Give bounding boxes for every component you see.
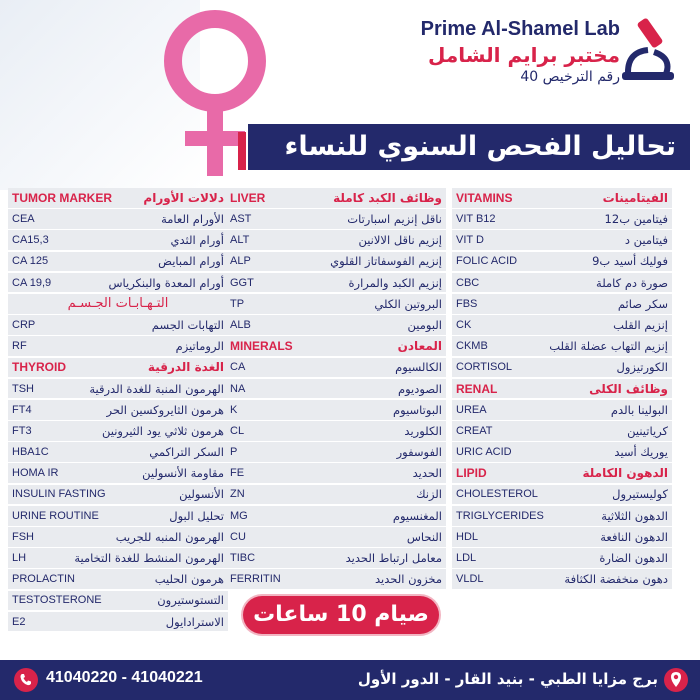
test-name-ar: البولينا بالدم: [610, 402, 668, 417]
test-code: ZN: [230, 488, 245, 501]
test-row: [226, 485, 446, 505]
address: برج مزايا الطبي - بنيد القار - الدور الأول: [357, 670, 658, 688]
title-accent-bar: [238, 132, 246, 170]
test-row: [8, 315, 228, 335]
test-row: [452, 548, 672, 568]
test-row: [226, 548, 446, 568]
test-name-ar: الحديد: [412, 466, 442, 481]
fasting-badge: صيام 10 ساعات: [243, 596, 439, 634]
category-header-row: [8, 188, 228, 208]
category-header-row: [452, 188, 672, 208]
test-code: CA 125: [12, 255, 49, 268]
test-code: RENAL: [456, 381, 498, 396]
test-name-ar: التهابات الجسم: [151, 317, 224, 332]
test-name-ar: هرمون الثايروكسين الحر: [106, 402, 224, 417]
microscope-icon: [614, 14, 684, 84]
test-name-ar: الدهون النافعة: [600, 529, 668, 544]
test-row: [8, 612, 228, 632]
test-row: [452, 400, 672, 420]
test-name-ar: وظائف الكبد كاملة: [333, 190, 442, 205]
phone-icon: [14, 668, 38, 692]
test-code: LIPID: [456, 466, 487, 481]
test-name-ar: الزنك: [416, 487, 442, 502]
test-code: RF: [12, 340, 27, 353]
test-code: TIBC: [230, 552, 256, 565]
test-row: [8, 294, 228, 314]
test-name-ar: الصوديوم: [398, 381, 442, 396]
category-header-row: [226, 188, 446, 208]
test-row: [8, 569, 228, 589]
test-name-ar: الدهون الكاملة: [582, 466, 668, 481]
test-code: TP: [230, 297, 245, 310]
test-row: [452, 209, 672, 229]
test-code: MG: [230, 509, 248, 522]
test-code: E2: [12, 615, 26, 628]
test-row: [8, 463, 228, 483]
test-row: [452, 273, 672, 293]
test-name-ar: التـهـابـات الجـسـم: [67, 296, 169, 312]
test-row: [8, 442, 228, 462]
test-name-ar: فيتامين ب12: [604, 212, 668, 227]
test-row: [8, 485, 228, 505]
test-name-ar: هرمون ثلاثي يود الثيرونين: [102, 423, 224, 438]
phone-numbers: 41040220 - 41040221: [46, 669, 203, 686]
test-name-ar: الدهون الثلاثية: [601, 508, 668, 523]
test-row: [8, 400, 228, 420]
test-name-ar: كرياتينين: [627, 423, 668, 438]
test-name-ar: مخزون الحديد: [375, 572, 442, 587]
test-name-ar: المعادن: [397, 339, 442, 354]
test-name-ar: الدهون الضارة: [599, 551, 668, 566]
test-row: [226, 506, 446, 526]
test-row: [226, 527, 446, 547]
test-row: [8, 591, 228, 611]
test-column-3: [452, 188, 672, 591]
test-code: P: [230, 446, 238, 459]
test-code: FSH: [12, 530, 34, 543]
test-code: CA15,3: [12, 234, 49, 247]
test-code: CORTISOL: [456, 361, 513, 374]
test-code: FBS: [456, 297, 478, 310]
test-row: [452, 506, 672, 526]
test-code: CA: [230, 361, 246, 374]
test-row: [8, 379, 228, 399]
test-name-ar: تحليل البول: [169, 508, 224, 523]
test-name-ar: البروتين الكلي: [374, 296, 442, 311]
test-name-ar: الاسترادايول: [165, 614, 224, 629]
test-code: FE: [230, 467, 245, 480]
test-code: K: [230, 403, 238, 416]
test-code: FT3: [12, 424, 32, 437]
test-row: [452, 252, 672, 272]
test-code: HDL: [456, 530, 479, 543]
test-row: [452, 358, 672, 378]
test-row: [226, 379, 446, 399]
test-name-ar: الأورام العامة: [161, 212, 224, 227]
test-row: [226, 442, 446, 462]
test-name-ar: يوريك أسيد: [614, 445, 668, 460]
test-code: ALB: [230, 318, 251, 331]
test-row: [226, 358, 446, 378]
test-row: [8, 209, 228, 229]
test-row: [8, 252, 228, 272]
test-row: [226, 230, 446, 250]
test-name-ar: مقاومة الأنسولين: [142, 466, 224, 481]
test-name-ar: فيتامين د: [624, 233, 668, 248]
test-name-ar: المغنسيوم: [392, 508, 442, 523]
test-name-ar: البوتاسيوم: [393, 402, 442, 417]
test-code: ALT: [230, 234, 250, 247]
brand-block: [340, 18, 620, 85]
test-name-ar: سكر صائم: [617, 296, 668, 311]
test-row: [452, 527, 672, 547]
test-code: CREAT: [456, 424, 493, 437]
test-code: FERRITIN: [230, 573, 281, 586]
test-row: [8, 273, 228, 293]
test-code: CHOLESTEROL: [456, 488, 538, 501]
test-name-ar: البومين: [407, 317, 442, 332]
category-header-row: [452, 463, 672, 483]
test-row: [452, 315, 672, 335]
test-code: GGT: [230, 276, 254, 289]
test-name-ar: دلالات الأورام: [143, 190, 224, 205]
test-code: PROLACTIN: [12, 573, 75, 586]
test-row: [226, 252, 446, 272]
test-name-ar: إنزيم الفوسفاتاز القلوي: [330, 254, 442, 269]
test-name-ar: التستوستيرون: [157, 593, 224, 608]
test-row: [226, 273, 446, 293]
location-pin-icon: [664, 668, 688, 692]
test-row: [226, 315, 446, 335]
test-row: [452, 485, 672, 505]
test-code: MINERALS: [230, 339, 293, 354]
test-code: HBA1C: [12, 446, 49, 459]
test-name-ar: أورام المعدة والبنكرياس: [108, 275, 224, 290]
test-row: [452, 294, 672, 314]
test-code: AST: [230, 213, 252, 226]
test-code: UREA: [456, 403, 487, 416]
test-code: VIT D: [456, 234, 484, 247]
test-code: CA 19,9: [12, 276, 52, 289]
page-title: تحاليل الفحص السنوي للنساء: [248, 124, 690, 170]
test-row: [8, 527, 228, 547]
test-row: [226, 463, 446, 483]
test-code: CRP: [12, 318, 36, 331]
test-code: CEA: [12, 213, 35, 226]
category-header-row: [452, 379, 672, 399]
test-name-ar: إنزيم التهاب عضلة القلب: [549, 339, 668, 354]
test-code: THYROID: [12, 360, 66, 375]
brand-name-ar: مختبر برايم الشامل: [428, 43, 620, 67]
test-code: CU: [230, 530, 246, 543]
test-row: [452, 230, 672, 250]
test-name-ar: النحاس: [406, 529, 442, 544]
test-name-ar: معامل ارتباط الحديد: [345, 551, 442, 566]
test-column-2: [226, 188, 446, 591]
test-name-ar: الهرمون المنبة للغدة الدرقية: [89, 381, 224, 396]
test-code: URIC ACID: [456, 446, 512, 459]
test-row: [8, 548, 228, 568]
test-name-ar: السكر التراكمي: [149, 445, 224, 460]
test-name-ar: دهون منخفضة الكثافة: [564, 572, 668, 587]
test-name-ar: إنزيم ناقل الالانين: [358, 233, 442, 248]
brand-name-en: Prime Al-Shamel Lab: [420, 18, 620, 40]
category-header-row: [8, 358, 228, 378]
test-name-ar: الغدة الدرقية: [147, 360, 224, 375]
test-code: LIVER: [230, 190, 266, 205]
test-code: NA: [230, 382, 246, 395]
test-code: CKMB: [456, 340, 488, 353]
test-row: [226, 421, 446, 441]
test-code: INSULIN FASTING: [12, 488, 106, 501]
test-row: [226, 294, 446, 314]
test-code: LDL: [456, 552, 477, 565]
test-code: CK: [456, 318, 472, 331]
test-name-ar: صورة دم كاملة: [596, 275, 668, 290]
test-name-ar: إنزيم الكبد والمرارة: [348, 275, 442, 290]
test-column-1: [8, 188, 228, 633]
test-code: CBC: [456, 276, 480, 289]
test-row: [452, 421, 672, 441]
test-name-ar: الكورتيزول: [616, 360, 668, 375]
test-name-ar: ناقل إنزيم اسبارتات: [347, 212, 442, 227]
test-name-ar: الأنسولين: [179, 487, 224, 502]
test-name-ar: كوليستيرول: [612, 487, 668, 502]
test-code: FT4: [12, 403, 32, 416]
test-name-ar: هرمون الحليب: [154, 572, 224, 587]
test-name-ar: الكالسيوم: [395, 360, 442, 375]
test-row: [226, 209, 446, 229]
license-number: رقم الترخيص 40: [520, 69, 620, 85]
test-row: [452, 442, 672, 462]
test-name-ar: إنزيم القلب: [613, 317, 668, 332]
test-row: [226, 400, 446, 420]
test-name-ar: أورام الثدي: [170, 233, 224, 248]
test-name-ar: الفيتامينات: [602, 190, 668, 205]
footer-bar: [0, 660, 700, 700]
test-name-ar: وظائف الكلى: [589, 381, 668, 396]
test-name-ar: الروماتيزم: [175, 339, 224, 354]
test-code: TUMOR MARKER: [12, 190, 112, 205]
test-code: VLDL: [456, 573, 484, 586]
test-name-ar: الفوسفور: [396, 445, 442, 460]
test-code: VIT B12: [456, 213, 496, 226]
test-name-ar: أورام المبايض: [158, 254, 224, 269]
test-code: TSH: [12, 382, 34, 395]
test-code: URINE ROUTINE: [12, 509, 99, 522]
test-row: [8, 230, 228, 250]
test-name-ar: الهرمون المنبه للجريب: [115, 529, 224, 544]
test-row: [8, 506, 228, 526]
test-code: VITAMINS: [456, 190, 513, 205]
test-row: [226, 569, 446, 589]
test-name-ar: الكلوريد: [404, 423, 442, 438]
test-code: LH: [12, 552, 27, 565]
test-code: TESTOSTERONE: [12, 594, 102, 607]
test-code: FOLIC ACID: [456, 255, 518, 268]
category-header-row: [226, 336, 446, 356]
test-name-ar: فوليك أسيد ب9: [592, 254, 668, 269]
test-row: [452, 336, 672, 356]
test-row: [8, 336, 228, 356]
test-code: HOMA IR: [12, 467, 59, 480]
test-code: CL: [230, 424, 245, 437]
test-code: TRIGLYCERIDES: [456, 509, 544, 522]
test-code: ALP: [230, 255, 251, 268]
test-name-ar: الهرمون المنشط للغدة التخامية: [74, 551, 224, 566]
test-row: [8, 421, 228, 441]
test-row: [452, 569, 672, 589]
